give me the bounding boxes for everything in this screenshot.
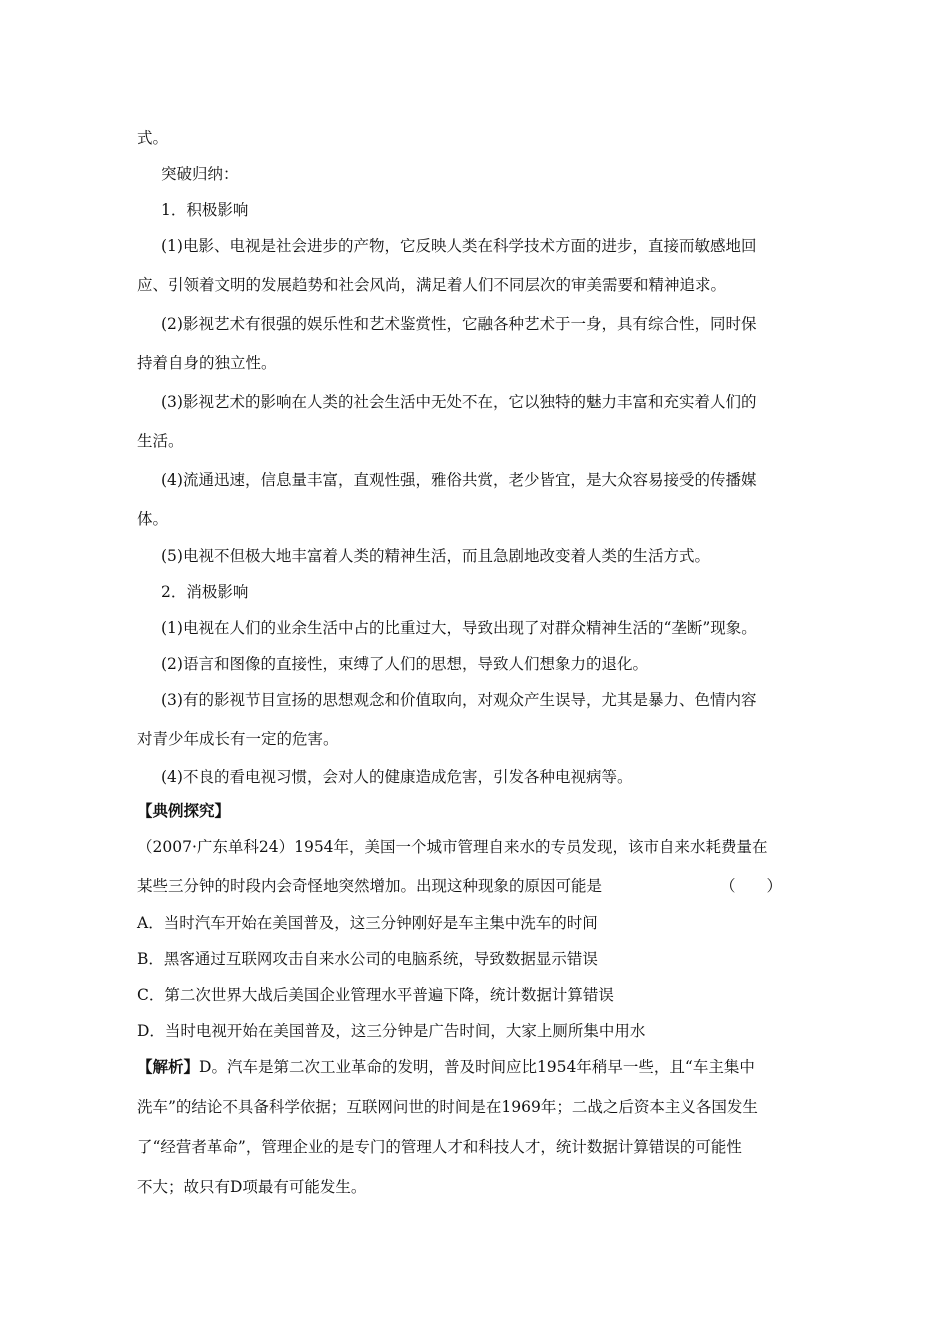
subheading-positive: 1．积极影响	[161, 201, 249, 219]
text-line: (4)不良的看电视习惯，会对人的健康造成危害，引发各种电视病等。	[161, 768, 633, 786]
text-line: (3)有的影视节目宣扬的思想观念和价值取向，对观众产生误导，尤其是暴力、色情内容	[161, 691, 757, 709]
analysis-text: D。汽车是第二次工业革命的发明，普及时间应比1954年稍早一些，且“车主集中	[199, 1058, 755, 1076]
example-heading: 【典例探究】	[137, 802, 231, 820]
answer-blank: （ ）	[720, 877, 783, 895]
text-line: 对青少年成长有一定的危害。	[137, 730, 339, 748]
text-line: (2)影视艺术有很强的娱乐性和艺术鉴赏性，它融各种艺术于一身，具有综合性，同时保	[161, 315, 757, 333]
text-line: (1)电影、电视是社会进步的产物，它反映人类在科学技术方面的进步，直接而敏感地回	[161, 237, 757, 255]
section-label: 突破归纳：	[161, 165, 239, 183]
analysis-line: 洗车”的结论不具备科学依据；互联网问世的时间是在1969年；二战之后资本主义各国发生	[137, 1098, 758, 1116]
analysis-label: 【解析】	[137, 1058, 200, 1076]
text-line: 体。	[137, 510, 169, 528]
text-line: (1)电视在人们的业余生活中占的比重过大，导致出现了对群众精神生活的“垄断”现象。	[161, 619, 757, 637]
question-line	[137, 875, 817, 897]
analysis-line	[137, 1056, 817, 1078]
analysis-line: 了“经营者革命”，管理企业的是专门的管理人才和科技人才，统计数据计算错误的可能性	[137, 1138, 742, 1156]
text-line: 持着自身的独立性。	[137, 354, 277, 372]
question-line: （2007·广东单科24）1954年，美国一个城市管理自来水的专员发现，该市自来水耗费量在	[137, 838, 768, 856]
option-a: A．当时汽车开始在美国普及，这三分钟刚好是车主集中洗车的时间	[137, 914, 598, 932]
text-line: (3)影视艺术的影响在人类的社会生活中无处不在，它以独特的魅力丰富和充实着人们的	[161, 393, 757, 411]
text-line: 生活。	[137, 432, 184, 450]
text-line: (2)语言和图像的直接性，束缚了人们的思想，导致人们想象力的退化。	[161, 655, 648, 673]
text-line: 应、引领着文明的发展趋势和社会风尚，满足着人们不同层次的审美需要和精神追求。	[137, 276, 727, 294]
subheading-negative: 2．消极影响	[161, 583, 249, 601]
option-b: B．黑客通过互联网攻击自来水公司的电脑系统，导致数据显示错误	[137, 950, 598, 968]
question-text: 某些三分钟的时段内会奇怪地突然增加。出现这种现象的原因可能是	[137, 877, 603, 895]
option-c: C．第二次世界大战后美国企业管理水平普遍下降，统计数据计算错误	[137, 986, 614, 1004]
text-line: (4)流通迅速，信息量丰富，直观性强，雅俗共赏，老少皆宜，是大众容易接受的传播媒	[161, 471, 757, 489]
text-line: 式。	[137, 129, 169, 147]
option-d: D．当时电视开始在美国普及，这三分钟是广告时间，大家上厕所集中用水	[137, 1022, 646, 1040]
text-line: (5)电视不但极大地丰富着人类的精神生活，而且急剧地改变着人类的生活方式。	[161, 547, 710, 565]
analysis-line: 不大；故只有D项最有可能发生。	[137, 1178, 367, 1196]
